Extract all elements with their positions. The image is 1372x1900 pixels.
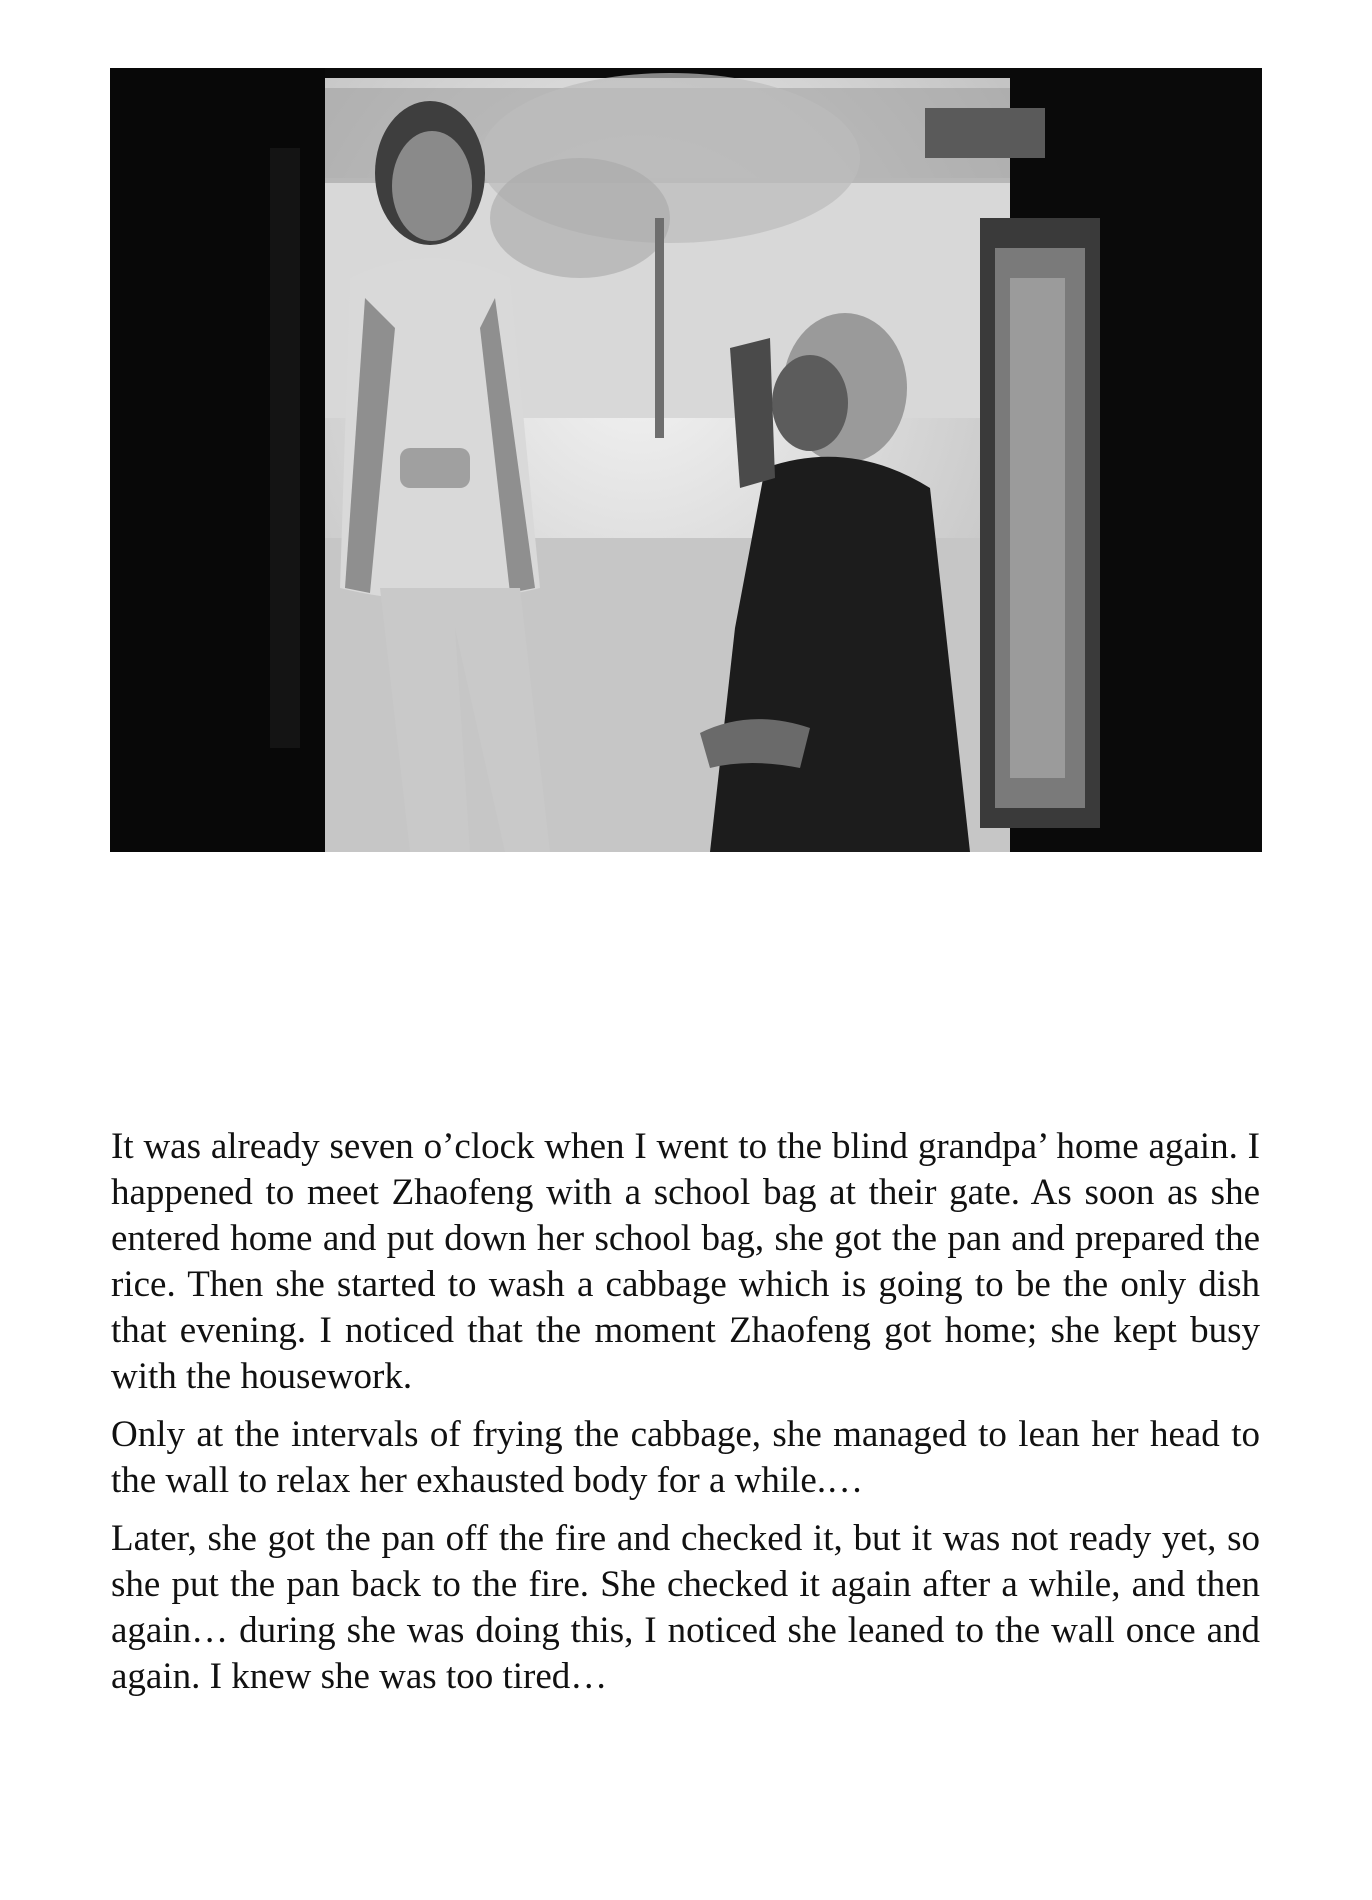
paragraph-1: It was already seven o’clock when I went to the blind grandpa’ home again. I happened to meet Zhaofeng with a school bag at their gate. As soon as she entered home and put down her school bag, she got the pan and prepared the rice. Then she started to wash a cabbage which is going to be the only dish that evening. I noticed that the moment Zhaofeng got home; she kept busy with the housework.: [111, 1126, 1260, 1397]
paragraph-2: Only at the intervals of frying the cabbage, she managed to lean her head to the wall to relax her exhausted body for a while.…: [111, 1414, 1260, 1501]
story-text: [111, 1124, 1260, 1712]
doorway-photo: [110, 68, 1262, 852]
doorway-photo-icon: [110, 68, 1262, 852]
paragraph-3: Later, she got the pan off the fire and checked it, but it was not ready yet, so she put the pan back to the fire. She checked it again after a while, and then again… during she was doing this, I noticed she leaned to the wall once and again. I knew she was too tired…: [111, 1518, 1260, 1697]
